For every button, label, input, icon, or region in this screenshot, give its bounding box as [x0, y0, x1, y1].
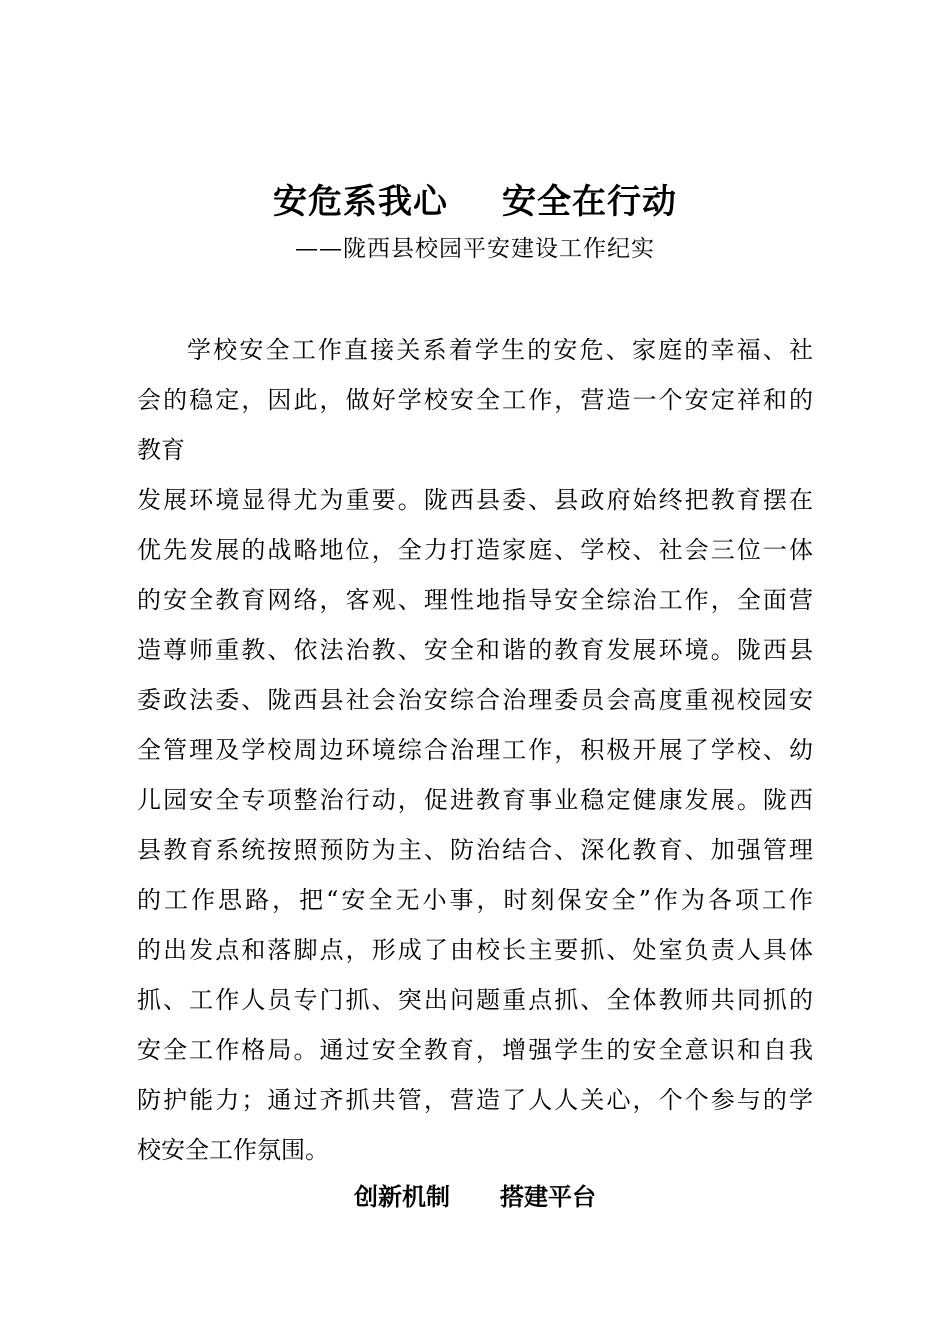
paragraph-line: 抓、工作人员专门抓、突出问题重点抓、全体教师共同抓的 — [137, 986, 813, 1014]
paragraph-line: 造尊师重教、依法治教、安全和谐的教育发展环境。陇西县 — [137, 636, 813, 664]
intro-paragraph — [137, 325, 813, 1175]
paragraph-line: 校安全工作氛围。 — [137, 1136, 329, 1164]
paragraph-line: 的安全教育网络，客观、理性地指导安全综治工作，全面营 — [137, 586, 813, 614]
title-part-2: 安全在行动 — [502, 182, 677, 222]
paragraph-line: 发展环境显得尤为重要。陇西县委、县政府始终把教育摆在 — [137, 486, 813, 514]
section-heading — [0, 1175, 950, 1219]
paragraph-line: 全管理及学校周边环境综合治理工作，积极开展了学校、幼 — [137, 736, 813, 764]
section-heading-part-1: 创新机制 — [354, 1183, 450, 1211]
paragraph-line: 会的稳定，因此，做好学校安全工作，营造一个安定祥和的 — [137, 386, 813, 414]
paragraph-line: 教育 — [137, 436, 185, 464]
title-part-1: 安危系我心 — [273, 182, 448, 222]
document-subtitle: ——陇西县校园平安建设工作纪实 — [295, 236, 655, 262]
paragraph-line: 的工作思路，把“安全无小事，时刻保安全”作为各项工作 — [137, 886, 813, 914]
paragraph-line: 县教育系统按照预防为主、防治结合、深化教育、加强管理 — [137, 836, 813, 864]
paragraph-line: 安全工作格局。通过安全教育，增强学生的安全意识和自我 — [137, 1036, 813, 1064]
document-title — [0, 178, 950, 226]
paragraph-line: 儿园安全专项整治行动，促进教育事业稳定健康发展。陇西 — [137, 786, 813, 814]
paragraph-line: 的出发点和落脚点，形成了由校长主要抓、处室负责人具体 — [137, 936, 813, 964]
paragraph-line: 防护能力；通过齐抓共管，营造了人人关心，个个参与的学 — [137, 1086, 813, 1114]
paragraph-line: 委政法委、陇西县社会治安综合治理委员会高度重视校园安 — [137, 686, 813, 714]
paragraph-line: 优先发展的战略地位，全力打造家庭、学校、社会三位一体 — [137, 536, 813, 564]
section-heading-part-2: 搭建平台 — [500, 1183, 596, 1211]
paragraph-line: 学校安全工作直接关系着学生的安危、家庭的幸福、社 — [187, 336, 813, 364]
